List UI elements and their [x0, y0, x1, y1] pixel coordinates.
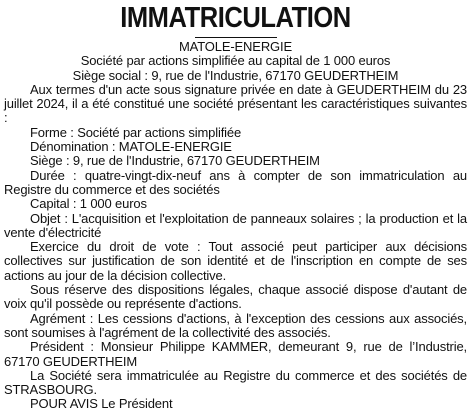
- title-divider: [195, 37, 277, 38]
- registration-paragraph: La Société sera immatriculée au Registre du commerce et des sociétés de STRASBOURG.: [4, 367, 467, 398]
- company-name: MATOLE-ENERGIE: [179, 39, 292, 54]
- president-paragraph: Président : Monsieur Philippe KAMMER, demeurant 9, rue de l’Industrie, 67170 GEUDERTHEIM: [4, 339, 467, 369]
- reserve-paragraph: Sous réserve des dispositions légales, chaque associé dispose d'autant de voix qu'il possède ou représente d'actions.: [4, 282, 467, 312]
- legal-notice: [0, 3, 473, 414]
- company-subtitle: Société par actions simplifiée au capital de 1 000 euros: [80, 53, 391, 69]
- siege-line: Siège : 9, rue de l'Industrie, 67170 GEUDERTHEIM: [30, 153, 320, 169]
- duration-paragraph: Durée : quatre-vingt-dix-neuf ans à compter de son immatriculation au Registre du commerce et des sociétés: [4, 167, 467, 197]
- notice-body: [4, 40, 467, 412]
- voting-paragraph: Exercice du droit de vote : Tout associé peut participer aux décisions collectives sur justification de son identité et de l'inscription en compte de ses actions au jour de la décision collective.: [4, 239, 467, 283]
- intro-paragraph: Aux termes d'un acte sous signature privée en date à GEUDERTHEIM du 23 juillet 2024, il a été constitué une société présentant les caractéristiques suivantes :: [4, 81, 467, 126]
- form-line: Forme : Société par actions simplifiée: [30, 124, 242, 140]
- notice-title: IMMATRICULATION: [120, 2, 351, 34]
- approval-paragraph: Agrément : Les cessions d'actions, à l'exception des cessions aux associés, sont soumises à l'agrément de la collectivité des associés.: [4, 310, 467, 340]
- denomination-line: Dénomination : MATOLE-ENERGIE: [30, 139, 232, 155]
- closing-line: POUR AVIS Le Président: [30, 396, 173, 412]
- company-headquarters: Siège social : 9, rue de l'Industrie, 67170 GEUDERTHEIM: [72, 67, 399, 83]
- capital-line: Capital : 1 000 euros: [30, 196, 147, 212]
- object-paragraph: Objet : L'acquisition et l'exploitation de panneaux solaires ; la production et la vente d'électricité: [4, 210, 467, 240]
